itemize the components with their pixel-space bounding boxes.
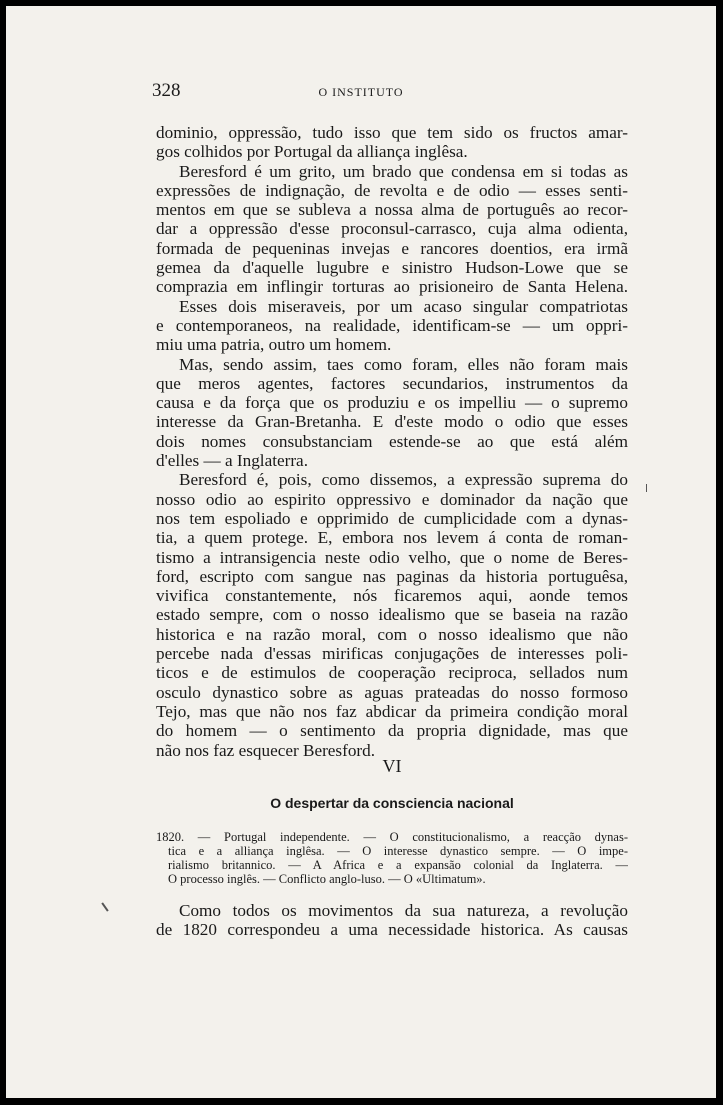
scan-speck (101, 902, 108, 911)
text-line: formada de pequeninas invejas e rancores doentios, era irmã (156, 238, 628, 258)
running-head: O INSTITUTO (318, 85, 404, 99)
summary-line: 1820. — Portugal independente. — O constitucionalismo, a reacção dynas- (156, 830, 628, 844)
page-number: 328 (152, 80, 181, 101)
text-line: expressões de indignação, de revolta e de odio — esses senti- (156, 180, 628, 200)
scan-speck (646, 484, 647, 492)
text-line: d'elles — a Inglaterra. (156, 451, 308, 471)
text-line: tia, a quem protege. E, embora nos levem á conta de roman- (156, 528, 628, 548)
text-line: gos colhidos por Portugal da alliança inglêsa. (156, 142, 468, 162)
text-line: comprazia em inflingir torturas ao prisioneiro de Santa Helena. (156, 277, 628, 297)
text-line: estado sempre, com o nosso idealismo que se baseia na razão (156, 605, 628, 625)
text-line: gemea da d'aquelle lugubre e sinistro Hudson-Lowe que se (156, 258, 628, 278)
section-number: VI (382, 756, 402, 776)
section-title: O despertar da consciencia nacional (270, 795, 514, 811)
text-line: causa e da força que os produziu e os impelliu — o supremo (156, 393, 628, 413)
text-line: do homem — o sentimento da propria dignidade, mas que (156, 721, 628, 741)
text-line: vivifica constantemente, nós ficaremos aqui, aonde temos (156, 586, 628, 606)
text-line: percebe nada d'essas mirificas conjugações de interesses poli- (156, 644, 628, 664)
text-line: dominio, oppressão, tudo isso que tem sido os fructos amar- (156, 123, 628, 142)
summary-line: tica e a alliança inglêsa. — O interesse dynastico sempre. — O impe- (168, 844, 628, 858)
book-page (6, 6, 716, 1098)
text-line: ford, escripto com sangue nas paginas da historia portuguêsa, (156, 566, 628, 586)
summary-line: O processo inglês. — Conflicto anglo-luso. — O «Ultimatum». (168, 872, 486, 886)
text-line: Como todos os movimentos da sua natureza, a revolução (179, 901, 628, 920)
text-line: dois nomes consubstanciam estende-se ao que está além (156, 431, 628, 451)
text-line: de 1820 correspondeu a uma necessidade historica. As causas (156, 920, 628, 940)
text-line: dar a oppressão d'esse proconsul-carrasco, cuja alma odienta, (156, 219, 628, 239)
text-line: tismo a intransigencia neste odio velho, que o nome de Beres- (156, 547, 628, 567)
closing-text (156, 901, 628, 940)
summary-line: rialismo britannico. — A Africa e a expansão colonial da Inglaterra. — (168, 858, 628, 872)
text-line: não nos faz esquecer Beresford. (156, 740, 376, 760)
text-line: Mas, sendo assim, taes como foram, elles não foram mais (179, 354, 628, 374)
text-line: Tejo, mas que não nos faz abdicar da primeira condição moral (156, 701, 628, 721)
text-line: mentos em que se subleva a nossa alma de português ao recor- (156, 200, 628, 220)
text-line: nosso odio ao espirito oppressivo e dominador da nação que (156, 489, 628, 509)
chapter-summary (156, 830, 628, 886)
text-line: Beresford é um grito, um brado que condensa em si todas as (179, 161, 628, 181)
page-header (6, 80, 716, 104)
text-line: nos tem espoliado e opprimido de cumplicidade com a dynas- (156, 508, 628, 528)
text-line: Esses dois miseraveis, por um acaso singular compatriotas (179, 296, 628, 316)
text-line: osculo dynastico sobre as aguas prateadas do nosso formoso (156, 682, 628, 702)
text-line: Beresford é, pois, como dissemos, a expressão suprema do (179, 470, 628, 490)
text-line: interesse da Gran-Bretanha. E d'este modo o odio que esses (156, 412, 628, 432)
text-line: e contemporaneos, na realidade, identificam-se — um oppri- (156, 315, 628, 335)
body-text (156, 123, 628, 760)
text-line: ticos e de estimulos de cooperação reciproca, sellados num (156, 663, 628, 683)
text-line: miu uma patria, outro um homem. (156, 335, 392, 355)
text-line: historica e na razão moral, com o nosso idealismo que não (156, 624, 628, 644)
text-line: que meros agentes, factores secundarios, instrumentos da (156, 373, 628, 393)
